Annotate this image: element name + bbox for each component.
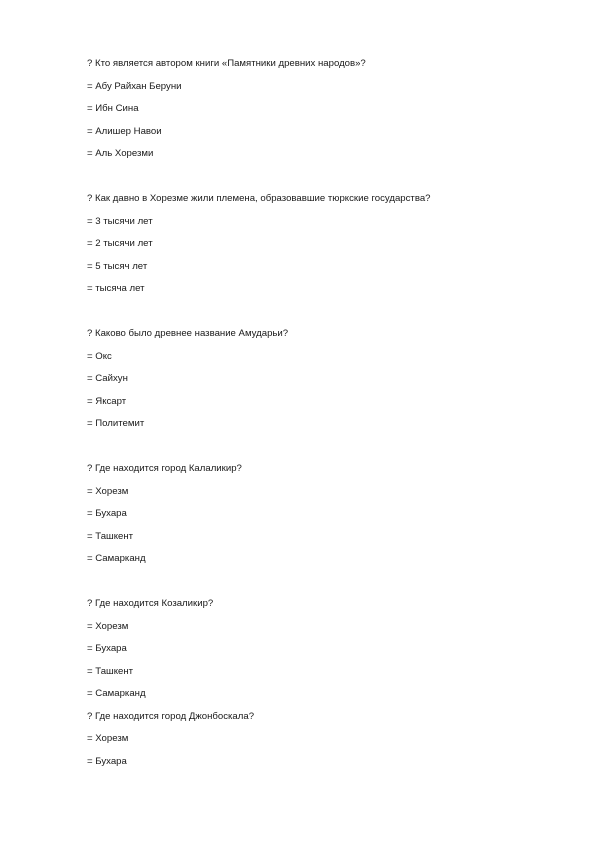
- answer-option: = 3 тысячи лет: [87, 216, 153, 227]
- answer-option: = Окс: [87, 351, 112, 362]
- question-text: ? Где находится город Джонбоскала?: [87, 711, 255, 722]
- answer-option: = Политемит: [87, 418, 145, 429]
- answer-option: = Аль Хорезми: [87, 148, 154, 159]
- answer-option: = Хорезм: [87, 486, 129, 497]
- question-text: ? Как давно в Хорезме жили племена, образовавшие тюркские государства?: [87, 193, 431, 204]
- answer-option: = Сайхун: [87, 373, 128, 384]
- answer-option: = Бухара: [87, 508, 127, 519]
- answer-option: = Самарканд: [87, 553, 146, 564]
- answer-option: = Алишер Навои: [87, 126, 162, 137]
- answer-option: = Абу Райхан Беруни: [87, 81, 182, 92]
- question-text: ? Где находится Козаликир?: [87, 598, 214, 609]
- answer-option: = Ташкент: [87, 531, 134, 542]
- answer-option: = Хорезм: [87, 733, 129, 744]
- question-text: ? Каково было древнее название Амударьи?: [87, 328, 289, 339]
- answer-option: = Хорезм: [87, 621, 129, 632]
- answer-option: = тысяча лет: [87, 283, 145, 294]
- answer-option: = Яксарт: [87, 396, 127, 407]
- question-text: ? Где находится город Калаликир?: [87, 463, 242, 474]
- answer-option: = Бухара: [87, 643, 127, 654]
- answer-option: = 5 тысяч лет: [87, 261, 148, 272]
- answer-option: = Ташкент: [87, 666, 134, 677]
- answer-option: = Ибн Сина: [87, 103, 139, 114]
- answer-option: = Самарканд: [87, 688, 146, 699]
- answer-option: = 2 тысячи лет: [87, 238, 153, 249]
- answer-option: = Бухара: [87, 756, 127, 767]
- question-text: ? Кто является автором книги «Памятники древних народов»?: [87, 58, 366, 69]
